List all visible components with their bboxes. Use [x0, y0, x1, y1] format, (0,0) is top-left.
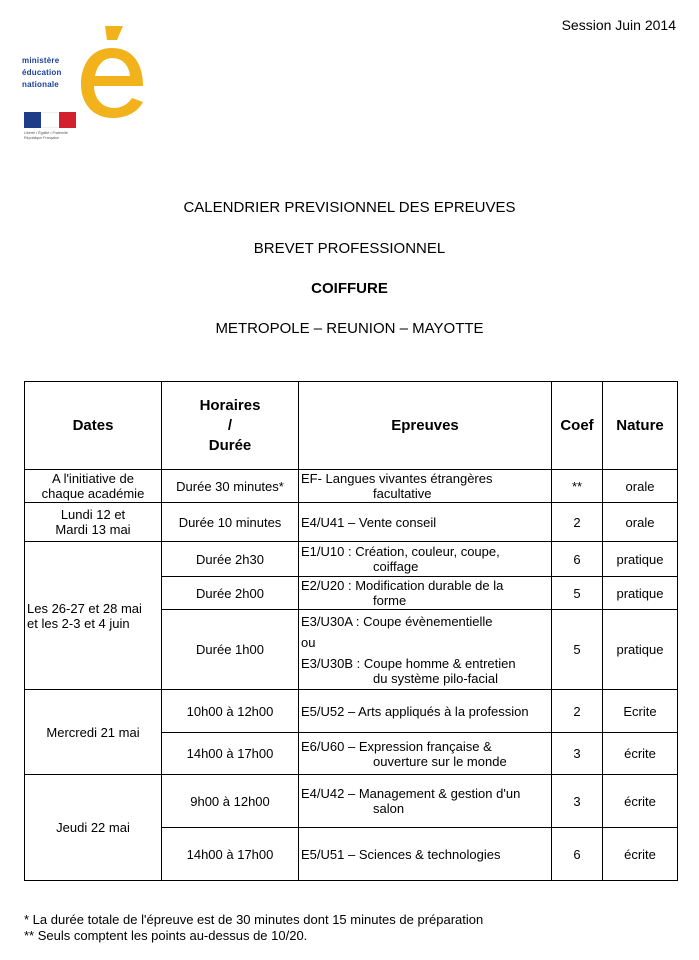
cell-epreuve: E5/U51 – Sciences & technologies [299, 828, 552, 881]
cell-date: Jeudi 22 mai [25, 775, 162, 881]
header-nature: Nature [603, 382, 678, 470]
table-row [25, 470, 678, 503]
header-dates: Dates [25, 382, 162, 470]
logo-line: nationale [22, 80, 59, 89]
footnote: * La durée totale de l'épreuve est de 30 minutes dont 15 minutes de préparation [24, 912, 484, 927]
header-epreuves: Epreuves [299, 382, 552, 470]
cell-nature: pratique [603, 610, 678, 690]
logo-motto: Liberté • Égalité • Fraternité République Française [24, 131, 68, 140]
table-row [25, 690, 678, 733]
cell-epreuve: E6/U60 – Expression française & ouverture sur le monde [299, 733, 552, 775]
cell-coef: 5 [552, 610, 603, 690]
header-coef: Coef [552, 382, 603, 470]
cell-nature: orale [603, 470, 678, 503]
exam-schedule-table [24, 381, 678, 881]
cell-nature: écrite [603, 828, 678, 881]
cell-epreuve: EF- Langues vivantes étrangères facultative [299, 470, 552, 503]
cell-epreuve: E4/U41 – Vente conseil [299, 503, 552, 542]
table-row [25, 542, 678, 577]
cell-coef: ** [552, 470, 603, 503]
cell-epreuve: E4/U42 – Management & gestion d'un salon [299, 775, 552, 828]
footnotes [24, 912, 483, 944]
cell-date: Lundi 12 et Mardi 13 mai [25, 503, 162, 542]
cell-date: A l'initiative de chaque académie [25, 470, 162, 503]
logo-line: éducation [22, 68, 62, 77]
logo-line: ministère [22, 56, 60, 65]
cell-coef: 2 [552, 690, 603, 733]
cell-coef: 3 [552, 733, 603, 775]
table-row [25, 775, 678, 828]
cell-horaire: Durée 1h00 [162, 610, 299, 690]
cell-epreuve: E3/U30A : Coupe évènementielle ou E3/U30B : Coupe homme & entretien du système pilo-facial [299, 610, 552, 690]
cell-coef: 6 [552, 828, 603, 881]
logo-e-letter-icon [77, 18, 147, 123]
cell-horaire: 9h00 à 12h00 [162, 775, 299, 828]
cell-epreuve: E2/U20 : Modification durable de la forme [299, 577, 552, 610]
cell-horaire: 14h00 à 17h00 [162, 828, 299, 881]
cell-nature: écrite [603, 733, 678, 775]
cell-coef: 5 [552, 577, 603, 610]
footnote: ** Seuls comptent les points au-dessus de 10/20. [24, 928, 308, 943]
cell-nature: écrite [603, 775, 678, 828]
table-header-row [25, 382, 678, 470]
ministry-logo [22, 18, 134, 146]
cell-horaire: Durée 2h00 [162, 577, 299, 610]
cell-horaire: 10h00 à 12h00 [162, 690, 299, 733]
title-calendar: CALENDRIER PREVISIONNEL DES EPREUVES [183, 199, 516, 216]
cell-nature: orale [603, 503, 678, 542]
cell-epreuve: E1/U10 : Création, couleur, coupe, coiffage [299, 542, 552, 577]
title-specialty: COIFFURE [311, 280, 388, 297]
cell-nature: pratique [603, 577, 678, 610]
cell-date: Mercredi 21 mai [25, 690, 162, 775]
cell-nature: pratique [603, 542, 678, 577]
title-diploma: BREVET PROFESSIONNEL [253, 240, 446, 257]
cell-horaire: 14h00 à 17h00 [162, 733, 299, 775]
cell-nature: Ecrite [603, 690, 678, 733]
cell-horaire: Durée 30 minutes* [162, 470, 299, 503]
cell-date: Les 26-27 et 28 mai et les 2-3 et 4 juin [25, 542, 162, 690]
cell-coef: 6 [552, 542, 603, 577]
header-horaires: Horaires / Durée [162, 382, 299, 470]
table-row [25, 503, 678, 542]
session-label: Session Juin 2014 [561, 17, 676, 33]
cell-coef: 2 [552, 503, 603, 542]
title-regions: METROPOLE – REUNION – MAYOTTE [215, 320, 484, 337]
french-flag-icon [24, 112, 76, 128]
cell-coef: 3 [552, 775, 603, 828]
cell-horaire: Durée 2h30 [162, 542, 299, 577]
cell-epreuve: E5/U52 – Arts appliqués à la profession [299, 690, 552, 733]
cell-horaire: Durée 10 minutes [162, 503, 299, 542]
